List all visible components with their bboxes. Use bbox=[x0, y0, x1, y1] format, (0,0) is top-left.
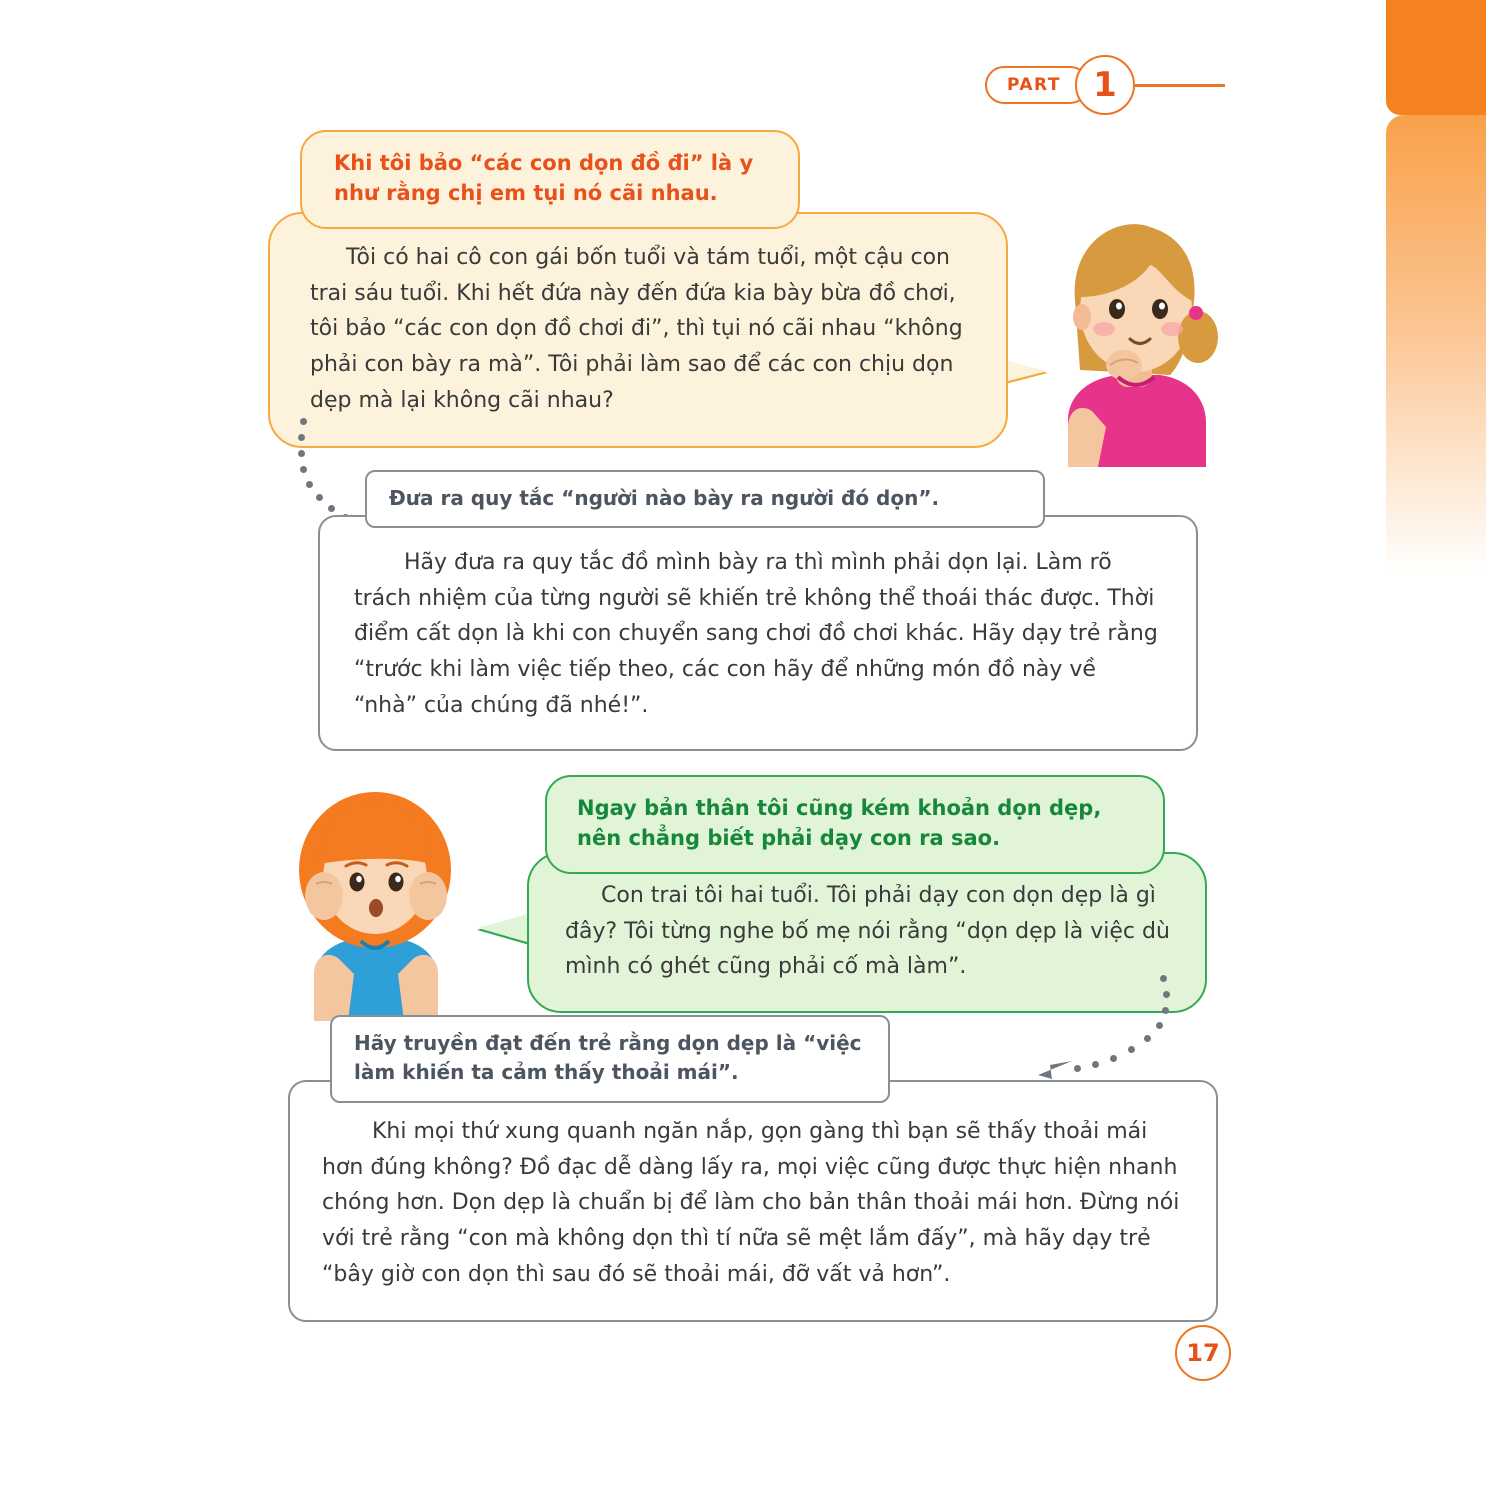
page-number: 17 bbox=[1175, 1325, 1231, 1381]
answer-1-body-text: Hãy đưa ra quy tắc đồ mình bày ra thì mình phải dọn lại. Làm rõ trách nhiệm của từng người sẽ khiến trẻ không thể thoái thác được. Thời điểm cất dọn là khi con chuyển sang chơi đồ chơi khác. Hãy dạy trẻ rằng “trước khi làm việc tiếp theo, các con hãy để những món đồ này về “nhà” của chúng đã nhé!”. bbox=[354, 550, 1158, 718]
question-1-title-text: Khi tôi bảo “các con dọn đồ đi” là y như rằng chị em tụi nó cãi nhau. bbox=[300, 130, 800, 229]
answer-2-title-text: Hãy truyền đạt đến trẻ rằng dọn dẹp là “việc làm khiến ta cảm thấy thoải mái”. bbox=[330, 1015, 890, 1103]
answer-2-body-box bbox=[288, 1080, 1218, 1322]
answer-1-title-box bbox=[365, 470, 1045, 528]
page-edge-tab bbox=[1386, 0, 1486, 115]
part-label: PART bbox=[985, 66, 1089, 104]
answer-1-body-box bbox=[318, 515, 1198, 751]
question-1-title-bubble bbox=[300, 130, 800, 229]
girl-worried-illustration bbox=[262, 778, 487, 1023]
girl-thinking-illustration bbox=[1020, 205, 1240, 470]
answer-2-title-box bbox=[330, 1015, 890, 1103]
question-1-body-text: Tôi có hai cô con gái bốn tuổi và tám tuổi, một cậu con trai sáu tuổi. Khi hết đứa này đến đứa kia bày bừa đồ chơi, tôi bảo “các con dọn đồ chơi đi”, thì tụi nó cãi nhau “không phải con bày ra mà”. Tôi phải làm sao để các con chịu dọn dẹp mà lại không cãi nhau? bbox=[310, 245, 963, 413]
question-1-body-bubble bbox=[268, 212, 1008, 448]
question-2-body-bubble bbox=[527, 852, 1207, 1013]
page-edge-gradient-strip bbox=[1386, 115, 1486, 575]
answer-2-body-text: Khi mọi thứ xung quanh ngăn nắp, gọn gàng thì bạn sẽ thấy thoải mái hơn đúng không? Đồ đạc dễ dàng lấy ra, mọi việc cũng được thực hiện nhanh chóng hơn. Dọn dẹp là chuẩn bị để làm cho bản thân thoải mái hơn. Đừng nói với trẻ rằng “con mà không dọn thì tí nữa sẽ mệt lắm đấy”, mà hãy dạy trẻ “bây giờ con dọn thì sau đó sẽ thoải mái, đỡ vất vả hơn”. bbox=[322, 1119, 1180, 1287]
question-2-body-text: Con trai tôi hai tuổi. Tôi phải dạy con dọn dẹp là gì đây? Tôi từng nghe bố mẹ nói rằng “dọn dẹp là việc dù mình có ghét cũng phải cố mà làm”. bbox=[565, 883, 1170, 980]
answer-1-title-text: Đưa ra quy tắc “người nào bày ra người đó dọn”. bbox=[365, 470, 1045, 528]
part-connector-line bbox=[1135, 84, 1225, 87]
question-2-title-bubble bbox=[545, 775, 1165, 874]
part-number: 1 bbox=[1075, 55, 1135, 115]
question-2-title-text: Ngay bản thân tôi cũng kém khoản dọn dẹp, nên chẳng biết phải dạy con ra sao. bbox=[545, 775, 1165, 874]
part-badge bbox=[985, 55, 1225, 115]
